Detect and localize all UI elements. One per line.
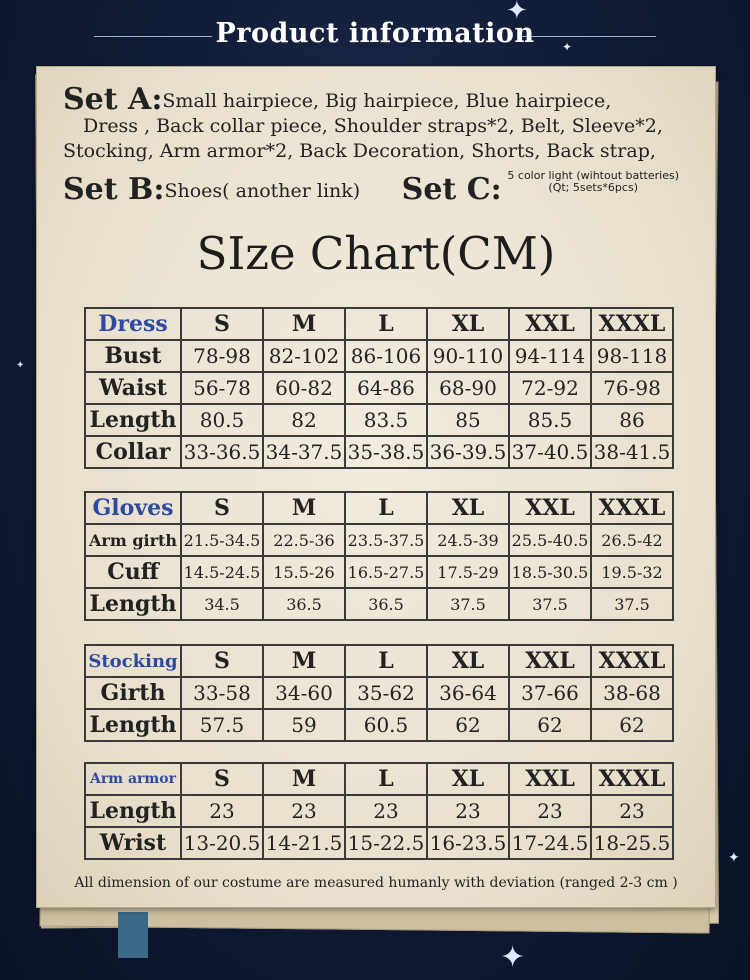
table-cell: 23 <box>427 795 509 827</box>
table-cell: 85.5 <box>509 404 591 436</box>
set-b-label: Set B: <box>63 172 165 207</box>
measurement-note: All dimension of our costume are measured humanly with deviation (ranged 2-3 cm ) <box>74 875 678 891</box>
category-cell: Stocking <box>85 645 181 677</box>
table-cell: 35-38.5 <box>345 436 427 468</box>
size-header: XL <box>427 645 509 677</box>
star-icon: ✦ <box>562 40 573 54</box>
table-cell: 37.5 <box>427 588 509 620</box>
table-cell: 62 <box>427 709 509 741</box>
star-icon: ✦ <box>728 850 740 866</box>
category-cell: Dress <box>85 308 181 340</box>
table-cell: 23 <box>263 795 345 827</box>
table-cell: 19.5-32 <box>591 556 673 588</box>
table-cell: 17-24.5 <box>509 827 591 859</box>
row-label: Waist <box>85 372 181 404</box>
table-cell: 90-110 <box>427 340 509 372</box>
row-label: Wrist <box>85 827 181 859</box>
table-header-row <box>85 645 673 677</box>
table-cell: 82 <box>263 404 345 436</box>
set-c-note-line2: (Qt; 5sets*6pcs) <box>548 181 638 194</box>
set-a <box>63 82 703 117</box>
table-cell: 80.5 <box>181 404 263 436</box>
table-row <box>85 372 673 404</box>
table-row <box>85 677 673 709</box>
table-cell: 37-66 <box>509 677 591 709</box>
bookmark-ribbon <box>118 912 148 958</box>
table-cell: 23 <box>345 795 427 827</box>
table-cell: 16-23.5 <box>427 827 509 859</box>
table-cell: 36-39.5 <box>427 436 509 468</box>
table-cell: 82-102 <box>263 340 345 372</box>
stocking-size-table <box>84 644 674 742</box>
table-cell: 94-114 <box>509 340 591 372</box>
table-cell: 17.5-29 <box>427 556 509 588</box>
page-title: Product information <box>215 17 535 49</box>
table-cell: 18.5-30.5 <box>509 556 591 588</box>
table-cell: 72-92 <box>509 372 591 404</box>
chart-title: SIze Chart(CM) <box>196 227 556 280</box>
table-cell: 36.5 <box>263 588 345 620</box>
table-header-row <box>85 308 673 340</box>
table-cell: 83.5 <box>345 404 427 436</box>
star-icon: ✦ <box>16 360 25 371</box>
table-cell: 60-82 <box>263 372 345 404</box>
set-contents <box>63 82 703 207</box>
set-a-line2: Dress , Back collar piece, Shoulder straps*2, Belt, Sleeve*2, <box>83 115 663 137</box>
table-cell: 56-78 <box>181 372 263 404</box>
table-row <box>85 709 673 741</box>
arm-armor-size-table <box>84 762 674 860</box>
size-header: XXL <box>509 763 591 795</box>
row-label: Collar <box>85 436 181 468</box>
gloves-size-table <box>84 491 674 621</box>
table-row <box>85 588 673 620</box>
table-row <box>85 436 673 468</box>
category-cell: Gloves <box>85 492 181 524</box>
table-row <box>85 524 673 556</box>
size-header: M <box>263 763 345 795</box>
table-cell: 21.5-34.5 <box>181 524 263 556</box>
table-cell: 78-98 <box>181 340 263 372</box>
table-row <box>85 404 673 436</box>
row-label: Length <box>85 795 181 827</box>
table-cell: 62 <box>591 709 673 741</box>
row-label: Length <box>85 404 181 436</box>
table-cell: 37.5 <box>509 588 591 620</box>
size-header: XXL <box>509 645 591 677</box>
table-row <box>85 795 673 827</box>
row-label: Length <box>85 588 181 620</box>
size-header: S <box>181 492 263 524</box>
table-cell: 38-68 <box>591 677 673 709</box>
table-cell: 34-37.5 <box>263 436 345 468</box>
table-cell: 33-36.5 <box>181 436 263 468</box>
table-cell: 15-22.5 <box>345 827 427 859</box>
table-cell: 15.5-26 <box>263 556 345 588</box>
size-header: L <box>345 645 427 677</box>
size-header: L <box>345 308 427 340</box>
table-cell: 62 <box>509 709 591 741</box>
set-a-label: Set A: <box>63 82 163 117</box>
size-header: L <box>345 763 427 795</box>
row-label: Cuff <box>85 556 181 588</box>
size-header: S <box>181 763 263 795</box>
size-header: XL <box>427 492 509 524</box>
size-header: L <box>345 492 427 524</box>
row-label: Girth <box>85 677 181 709</box>
table-cell: 23 <box>591 795 673 827</box>
set-a-line3: Stocking, Arm armor*2, Back Decoration, Shorts, Back strap, <box>63 140 656 162</box>
table-cell: 86-106 <box>345 340 427 372</box>
table-cell: 16.5-27.5 <box>345 556 427 588</box>
size-header: M <box>263 308 345 340</box>
size-header: M <box>263 645 345 677</box>
table-cell: 14-21.5 <box>263 827 345 859</box>
table-cell: 23.5-37.5 <box>345 524 427 556</box>
table-cell: 37.5 <box>591 588 673 620</box>
table-cell: 86 <box>591 404 673 436</box>
set-a-line1: Small hairpiece, Big hairpiece, Blue hairpiece, <box>162 90 612 112</box>
table-cell: 36.5 <box>345 588 427 620</box>
size-header: XXXL <box>591 645 673 677</box>
set-b-c <box>63 169 703 207</box>
size-header: XXL <box>509 308 591 340</box>
header-divider-right <box>520 36 656 37</box>
table-row <box>85 340 673 372</box>
table-cell: 18-25.5 <box>591 827 673 859</box>
table-cell: 68-90 <box>427 372 509 404</box>
set-b-text: Shoes( another link) <box>164 180 361 202</box>
table-cell: 22.5-36 <box>263 524 345 556</box>
size-header: M <box>263 492 345 524</box>
table-cell: 23 <box>509 795 591 827</box>
size-chart-sheet <box>36 66 716 908</box>
header-divider-left <box>94 36 212 37</box>
table-header-row <box>85 763 673 795</box>
table-cell: 34.5 <box>181 588 263 620</box>
table-cell: 26.5-42 <box>591 524 673 556</box>
size-header: S <box>181 308 263 340</box>
table-cell: 38-41.5 <box>591 436 673 468</box>
table-cell: 34-60 <box>263 677 345 709</box>
row-label: Length <box>85 709 181 741</box>
size-header: S <box>181 645 263 677</box>
table-cell: 25.5-40.5 <box>509 524 591 556</box>
table-cell: 24.5-39 <box>427 524 509 556</box>
table-header-row <box>85 492 673 524</box>
set-c-note-line1: 5 color light (wihtout batteries) <box>507 169 679 182</box>
size-header: XXL <box>509 492 591 524</box>
size-header: XL <box>427 763 509 795</box>
dress-size-table <box>84 307 674 469</box>
header <box>0 0 750 62</box>
table-row <box>85 827 673 859</box>
table-cell: 64-86 <box>345 372 427 404</box>
table-cell: 35-62 <box>345 677 427 709</box>
size-header: XL <box>427 308 509 340</box>
size-header: XXXL <box>591 763 673 795</box>
row-label: Arm girth <box>85 524 181 556</box>
star-icon: ✦ <box>500 940 526 975</box>
table-cell: 85 <box>427 404 509 436</box>
table-cell: 37-40.5 <box>509 436 591 468</box>
set-c-label: Set C: <box>401 172 502 207</box>
set-c-note <box>507 170 679 194</box>
table-cell: 59 <box>263 709 345 741</box>
category-cell: Arm armor <box>85 763 181 795</box>
table-row <box>85 556 673 588</box>
row-label: Bust <box>85 340 181 372</box>
table-cell: 13-20.5 <box>181 827 263 859</box>
table-cell: 23 <box>181 795 263 827</box>
table-cell: 33-58 <box>181 677 263 709</box>
table-cell: 14.5-24.5 <box>181 556 263 588</box>
size-header: XXXL <box>591 308 673 340</box>
table-cell: 76-98 <box>591 372 673 404</box>
star-icon: ✦ <box>506 0 528 26</box>
table-cell: 60.5 <box>345 709 427 741</box>
table-cell: 57.5 <box>181 709 263 741</box>
size-header: XXXL <box>591 492 673 524</box>
table-cell: 98-118 <box>591 340 673 372</box>
table-cell: 36-64 <box>427 677 509 709</box>
